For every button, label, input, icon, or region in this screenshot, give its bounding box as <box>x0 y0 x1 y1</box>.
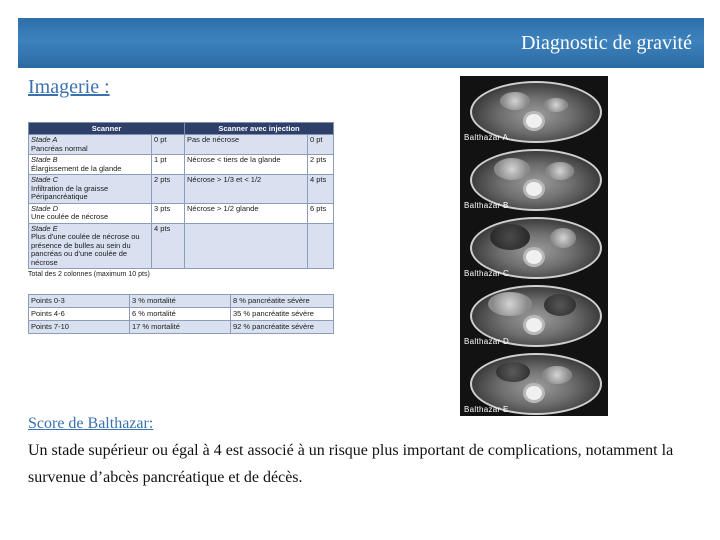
stage-cell: Stade B Élargissement de la glande <box>29 155 152 175</box>
scan-label: Balthazar E <box>464 405 509 414</box>
injection-points-cell: 6 pts <box>308 203 334 223</box>
scan-label: Balthazar D <box>464 337 510 346</box>
caption-text: Un stade supérieur ou égal à 4 est associé à un risque plus important de complications, notamment la survenue d’abcès pancréatique et de décès. <box>28 442 674 486</box>
table-row <box>29 321 334 334</box>
injection-cell: Nécrose > 1/2 glande <box>185 203 308 223</box>
ct-scan-a <box>460 76 608 144</box>
header-scanner: Scanner <box>29 123 185 135</box>
ct-scan-c <box>460 212 608 280</box>
ct-scan-d <box>460 280 608 348</box>
caption-block <box>28 410 688 491</box>
points-cell: 1 pt <box>152 155 185 175</box>
table-row <box>29 135 334 155</box>
table-row <box>29 223 334 269</box>
header-scanner-injection: Scanner avec injection <box>185 123 334 135</box>
caption-heading: Score de Balthazar: <box>28 415 154 432</box>
severe-cell: 8 % pancréatite sévère <box>231 295 334 308</box>
table-row <box>29 308 334 321</box>
injection-cell: Nécrose < tiers de la glande <box>185 155 308 175</box>
mortality-table <box>28 294 334 334</box>
points-range-cell: Points 4-6 <box>29 308 130 321</box>
injection-cell: Pas de nécrose <box>185 135 308 155</box>
mortality-cell: 6 % mortalité <box>130 308 231 321</box>
table-row <box>29 175 334 204</box>
mortality-cell: 3 % mortalité <box>130 295 231 308</box>
section-title: Imagerie : <box>28 76 110 98</box>
balthazar-table-block <box>28 122 334 334</box>
points-cell: 0 pt <box>152 135 185 155</box>
points-cell: 4 pts <box>152 223 185 269</box>
injection-cell: Nécrose > 1/3 et < 1/2 <box>185 175 308 204</box>
table-row <box>29 295 334 308</box>
stage-cell: Stade E Plus d'une coulée de nécrose ou présence de bulles au sein du pancréas ou d'une coulée de nécrose <box>29 223 152 269</box>
slide-title: Diagnostic de gravité <box>520 32 692 54</box>
stage-cell: Stade D Une coulée de nécrose <box>29 203 152 223</box>
stage-cell: Stade A Pancréas normal <box>29 135 152 155</box>
injection-cell <box>185 223 308 269</box>
points-range-cell: Points 0-3 <box>29 295 130 308</box>
ct-scan-b <box>460 144 608 212</box>
severe-cell: 92 % pancréatite sévère <box>231 321 334 334</box>
injection-points-cell: 2 pts <box>308 155 334 175</box>
scan-label: Balthazar C <box>464 269 510 278</box>
ct-scan-e <box>460 348 608 416</box>
scan-label: Balthazar B <box>464 201 509 210</box>
injection-points-cell: 4 pts <box>308 175 334 204</box>
scan-label: Balthazar A <box>464 133 509 142</box>
severe-cell: 35 % pancréatite sévère <box>231 308 334 321</box>
table-row <box>29 203 334 223</box>
injection-points-cell: 0 pt <box>308 135 334 155</box>
mortality-cell: 17 % mortalité <box>130 321 231 334</box>
points-range-cell: Points 7-10 <box>29 321 130 334</box>
stage-cell: Stade C Infiltration de la graisse Péripancréatique <box>29 175 152 204</box>
points-cell: 2 pts <box>152 175 185 204</box>
balthazar-score-table <box>28 122 334 269</box>
table-row <box>29 155 334 175</box>
ct-scan-column <box>460 76 608 416</box>
total-note: Total des 2 colonnes (maximum 10 pts) <box>28 271 150 278</box>
points-cell: 3 pts <box>152 203 185 223</box>
injection-points-cell <box>308 223 334 269</box>
